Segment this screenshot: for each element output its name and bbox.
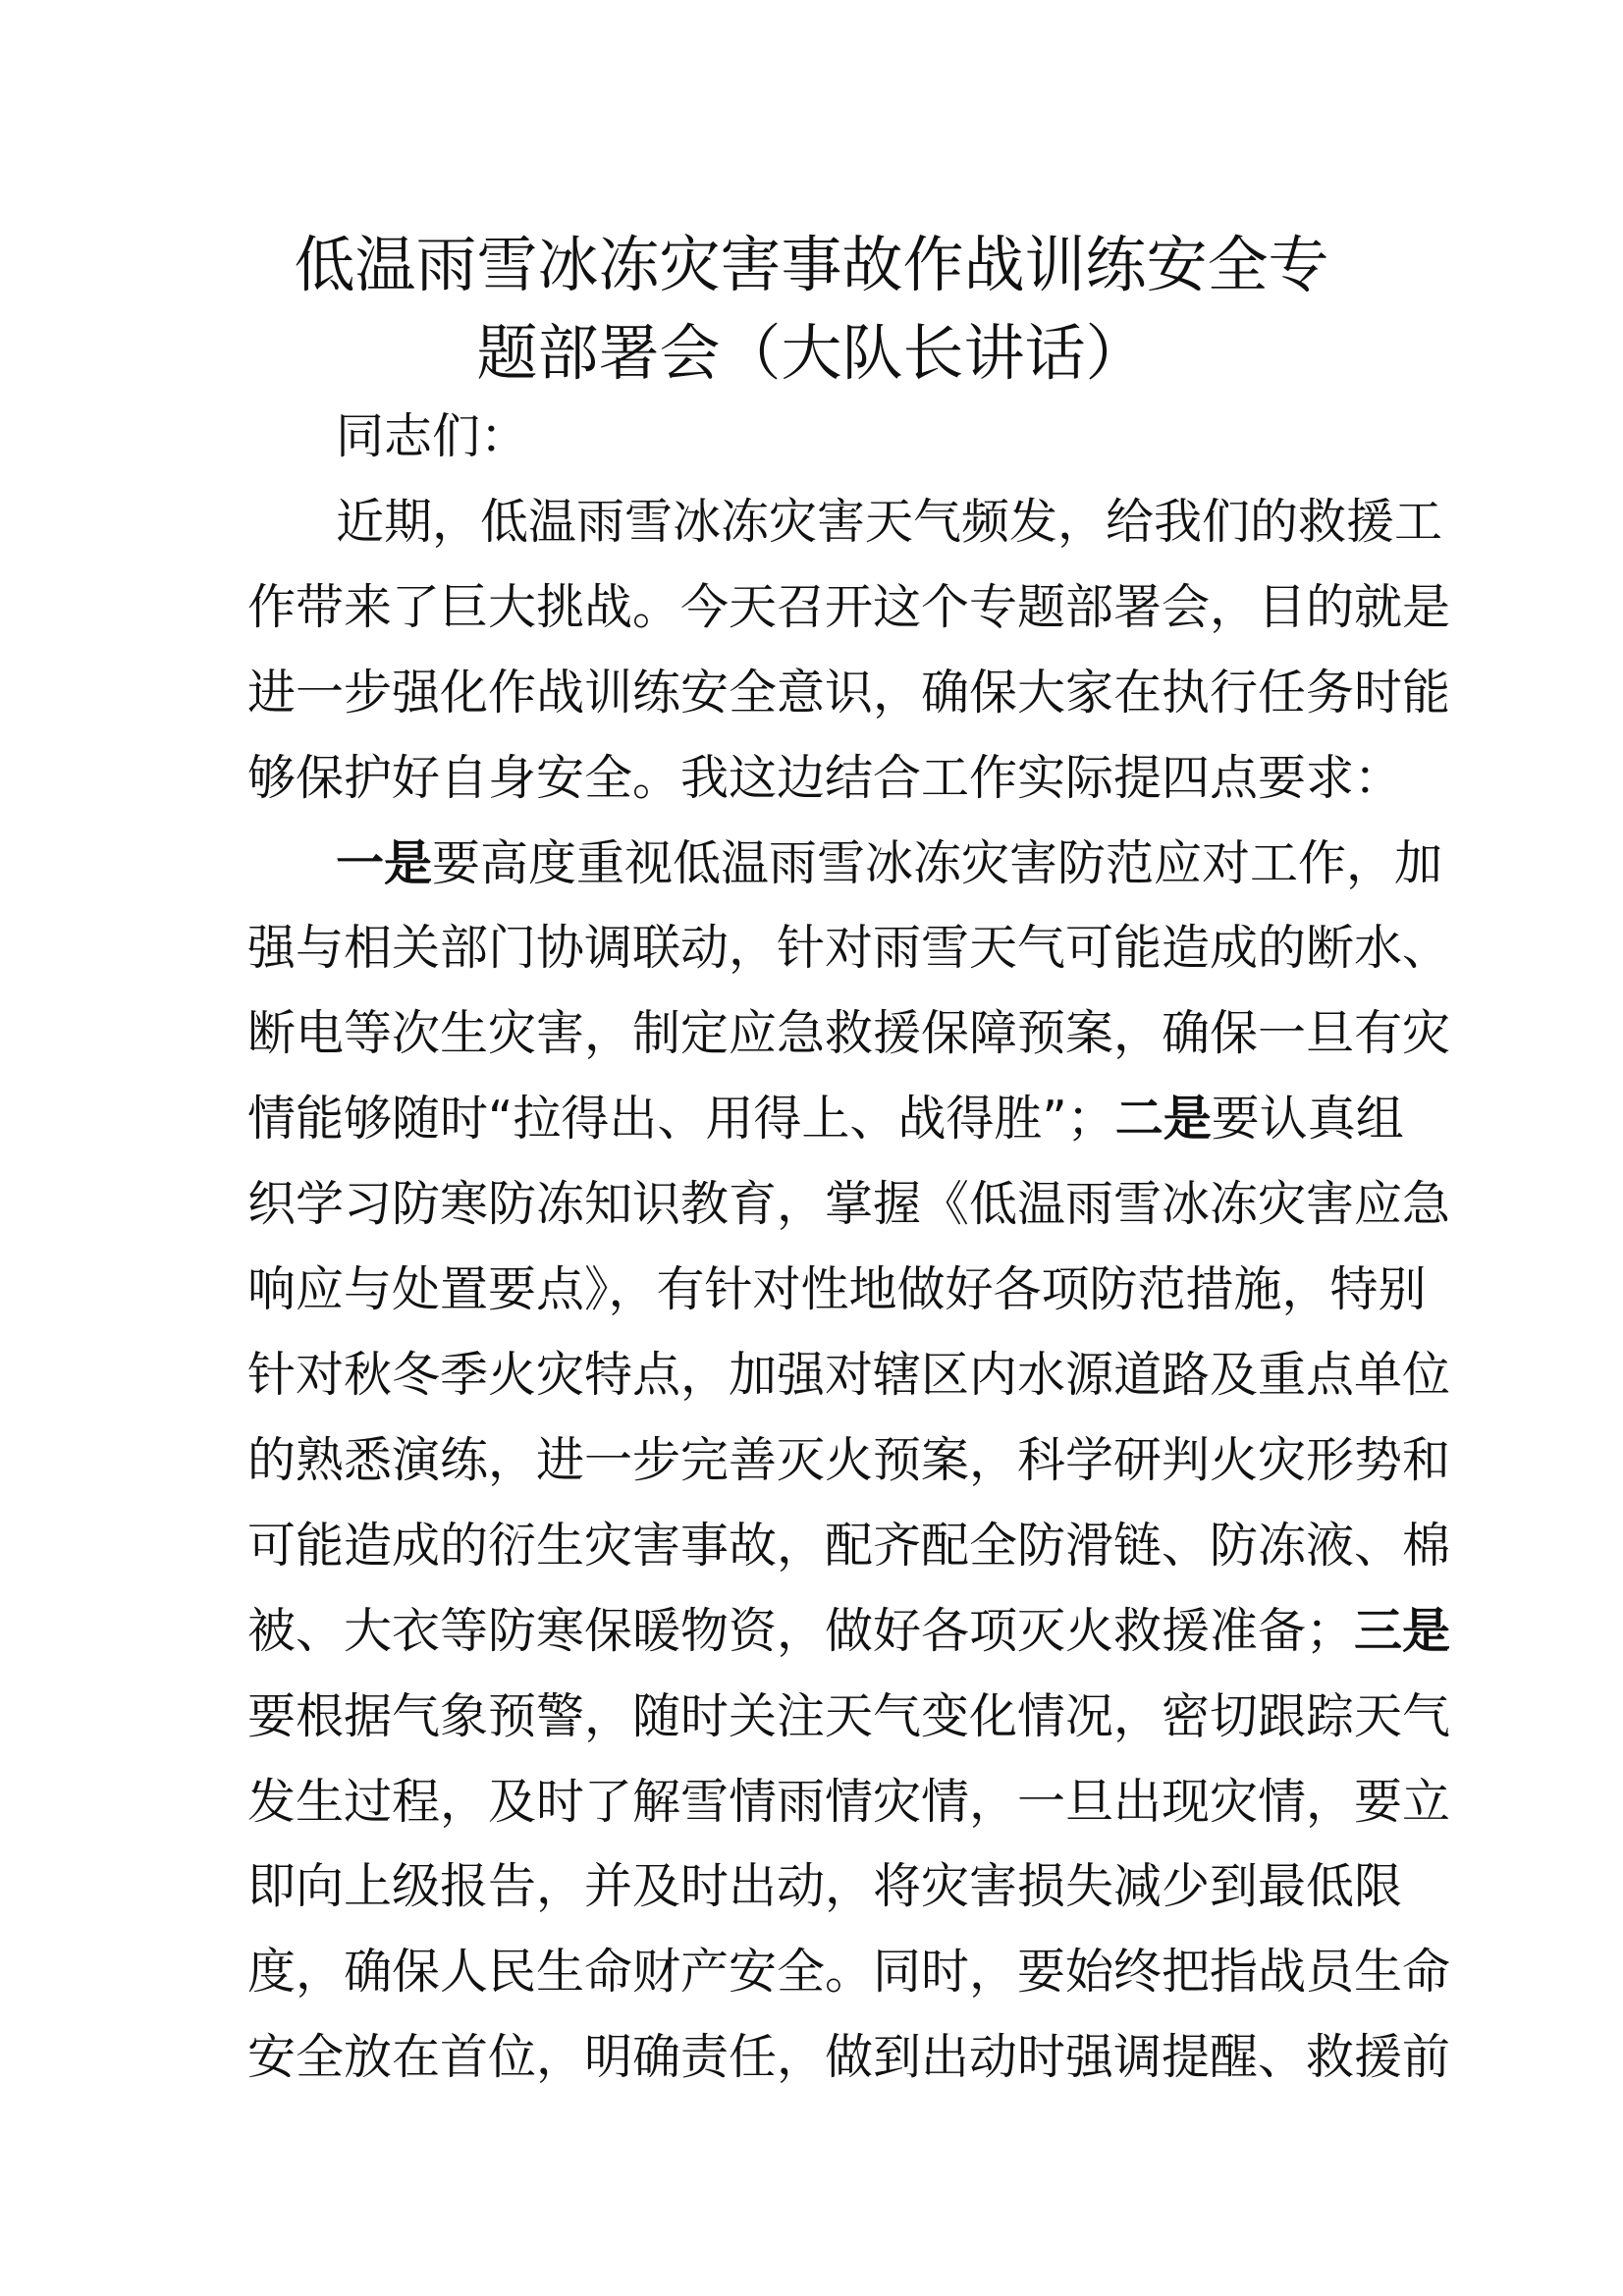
- body-line: [247, 1675, 1583, 1760]
- body-line: [247, 822, 1583, 907]
- line-text: 发生过程，及时了解雪情雨情灾情，一旦出现灾情，要立: [247, 1773, 1451, 1830]
- line-text: 针对秋冬季火灾特点，加强对辖区内水源道路及重点单位: [247, 1346, 1451, 1403]
- line-text: 作带来了巨大挑战。今天召开这个专题部署会，目的就是: [247, 578, 1451, 635]
- body-line: [247, 1248, 1583, 1333]
- line-text: 要认真组: [1211, 1091, 1404, 1148]
- line-text: 进一步强化作战训练安全意识，确保大家在执行任务时能: [247, 664, 1451, 721]
- line-text: 可能造成的衍生灾害事故，配齐配全防滑链、防冻液、棉: [247, 1517, 1451, 1574]
- body-line: [247, 2015, 1583, 2101]
- body-line: [247, 1333, 1583, 1418]
- line-text: 强与相关部门协调联动，针对雨雪天气可能造成的断水、: [247, 920, 1451, 977]
- line-text: 断电等次生灾害，制定应急救援保障预案，确保一旦有灾: [247, 1005, 1451, 1062]
- line-text: 情能够随时“拉得出、用得上、战得胜”；: [247, 1091, 1115, 1148]
- bold-marker: 一是: [336, 834, 433, 891]
- line-text: 的熟悉演练，进一步完善灭火预案，科学研判火灾形势和: [247, 1431, 1451, 1488]
- line-text: 安全放在首位，明确责任，做到出动时强调提醒、救援前: [247, 2029, 1451, 2086]
- line-text: 近期，低温雨雪冰冻灾害天气频发，给我们的救援工: [336, 493, 1443, 550]
- body-line: [247, 1504, 1583, 1589]
- document-body: [247, 395, 1583, 2101]
- line-text: 度，确保人民生命财产安全。同时，要始终把指战员生命: [247, 1944, 1451, 2001]
- document-title-line-1: 低温雨雪冰冻灾害事故作战训练安全专: [294, 229, 1329, 300]
- body-line: [247, 651, 1583, 736]
- body-line: [247, 1844, 1583, 1930]
- line-text: 响应与处置要点》，有针对性地做好各项防范措施，特别: [247, 1261, 1427, 1318]
- body-line: [247, 736, 1583, 822]
- body-line: [247, 480, 1583, 565]
- body-line: [247, 565, 1583, 651]
- line-text: 要根据气象预警，随时关注天气变化情况，密切跟踪天气: [247, 1687, 1451, 1744]
- body-line: [247, 906, 1583, 991]
- body-line: [247, 1589, 1583, 1675]
- bold-marker: 二是: [1114, 1091, 1212, 1148]
- bold-marker: 三是: [1354, 1602, 1451, 1659]
- line-text: 够保护好自身安全。我这边结合工作实际提四点要求：: [247, 749, 1403, 806]
- body-line: [247, 1162, 1583, 1248]
- line-text: 被、大衣等防寒保暖物资，做好各项灭火救援准备；: [247, 1602, 1355, 1659]
- salutation: 同志们：: [336, 408, 529, 464]
- line-text: 即向上级报告，并及时出动，将灾害损失减少到最低限: [247, 1858, 1403, 1915]
- body-line: [247, 1077, 1583, 1162]
- body-line: [247, 1930, 1583, 2015]
- body-line: [247, 1760, 1583, 1845]
- document-title-line-2: 题部署会（大队长讲话）: [476, 317, 1147, 389]
- body-line: [247, 1418, 1583, 1504]
- line-text: 织学习防寒防冻知识教育，掌握《低温雨雪冰冻灾害应急: [247, 1176, 1451, 1233]
- line-text: 要高度重视低温雨雪冰冻灾害防范应对工作，加: [432, 834, 1443, 891]
- body-line: [247, 991, 1583, 1077]
